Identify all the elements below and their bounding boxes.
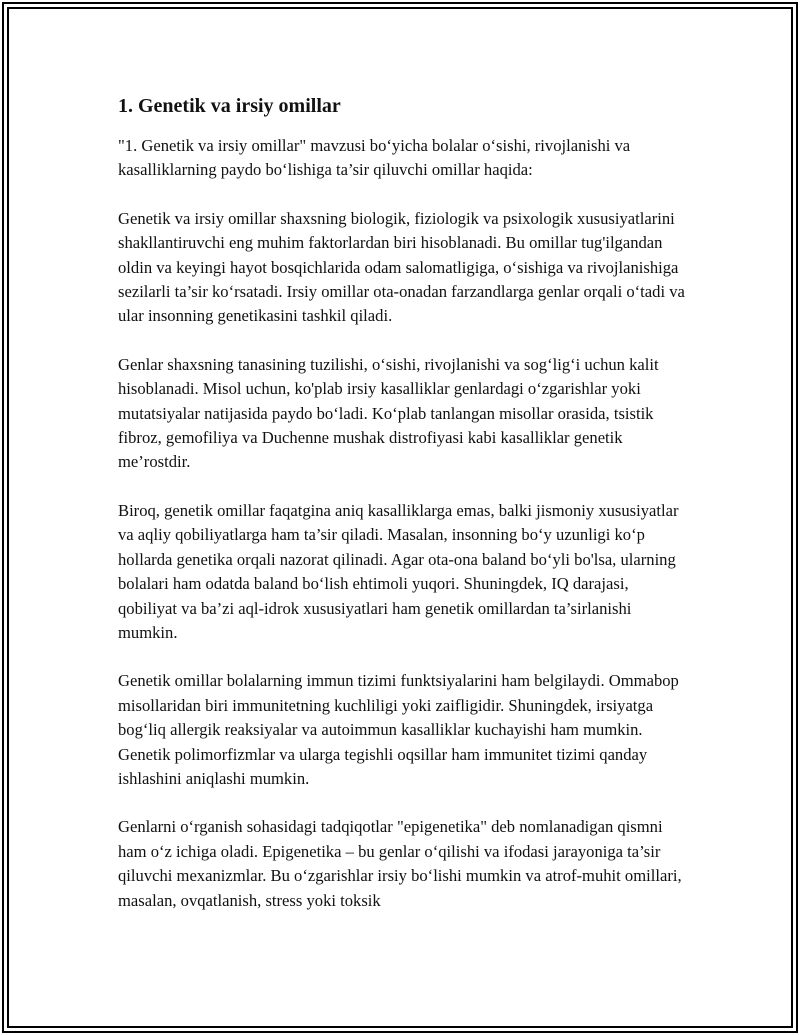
document-title: 1. Genetik va irsiy omillar — [118, 95, 341, 117]
document-body — [118, 92, 688, 937]
body-paragraph: Genlar shaxsning tanasining tuzilishi, o‘sishi, rivojlanishi va sog‘lig‘i uchun kalit hisoblanadi. Misol uchun, ko'plab irsiy kasalliklar genlardagi o‘zgarishlar yoki mutatsiyalar natijasida paydo bo‘ladi. Ko‘plab tanlangan misollar orasida, tsistik fibroz, gemofiliya va Duchenne mushak distrofiyasi kabi kasalliklar genetik me’rostdir. — [118, 354, 659, 472]
body-paragraph: Genlarni o‘rganish sohasidagi tadqiqotlar "epigenetika" deb nomlanadigan qismni ham o‘z ichiga oladi. Epigenetika – bu genlar o‘qilishi va ifodasi jarayoniga ta’sir qiluvchi mexanizmlar. Bu o‘zgarishlar irsiy bo‘lishi mumkin va atrof-muhit omillari, masalan, ovqatlanish, stress yoki toksik — [118, 817, 682, 910]
body-paragraph: Genetik omillar bolalarning immun tizimi funktsiyalarini ham belgilaydi. Ommabop misollaridan biri immunitetning kuchliligi yoki zaifligidir. Shuningdek, irsiyatga bog‘liq allergik reaksiyalar va autoimmun kasalliklar kuchayishi ham mumkin. Genetik polimorfizmlar va ularga tegishli oqsillar ham immunitet tizimi qanday ishlashini aniqlashi mumkin. — [118, 671, 679, 788]
intro-paragraph: "1. Genetik va irsiy omillar" mavzusi bo‘yicha bolalar o‘sishi, rivojlanishi va kasalliklarning paydo bo‘lishiga ta’sir qiluvchi omillar haqida: — [118, 136, 631, 180]
body-paragraph: Genetik va irsiy omillar shaxsning biologik, fiziologik va psixologik xususiyatlarini shakllantiruvchi eng muhim faktorlardan biri hisoblanadi. Bu omillar tug'ilgandan oldin va keyingi hayot bosqichlarida odam salomatligiga, o‘sishiga va rivojlanishiga sezilarli ta’sir ko‘rsatadi. Irsiy omillar ota-onadan farzandlarga genlar orqali o‘tadi va ular insonning genetikasini tashkil qiladi. — [118, 208, 685, 326]
body-paragraph: Biroq, genetik omillar faqatgina aniq kasalliklarga emas, balki jismoniy xususiyatlar va aqliy qobiliyatlarga ham ta’sir qiladi. Masalan, insonning bo‘y uzunligi ko‘p hollarda genetika orqali nazorat qilinadi. Agar ota-ona baland bo‘yli bo'lsa, ularning bolalari ham odatda baland bo‘lish ehtimoli yuqori. Shuningdek, IQ darajasi, qobiliyat va ba’zi aql-idrok xususiyatlari ham genetik omillardan ta’sirlanishi mumkin. — [118, 500, 679, 642]
